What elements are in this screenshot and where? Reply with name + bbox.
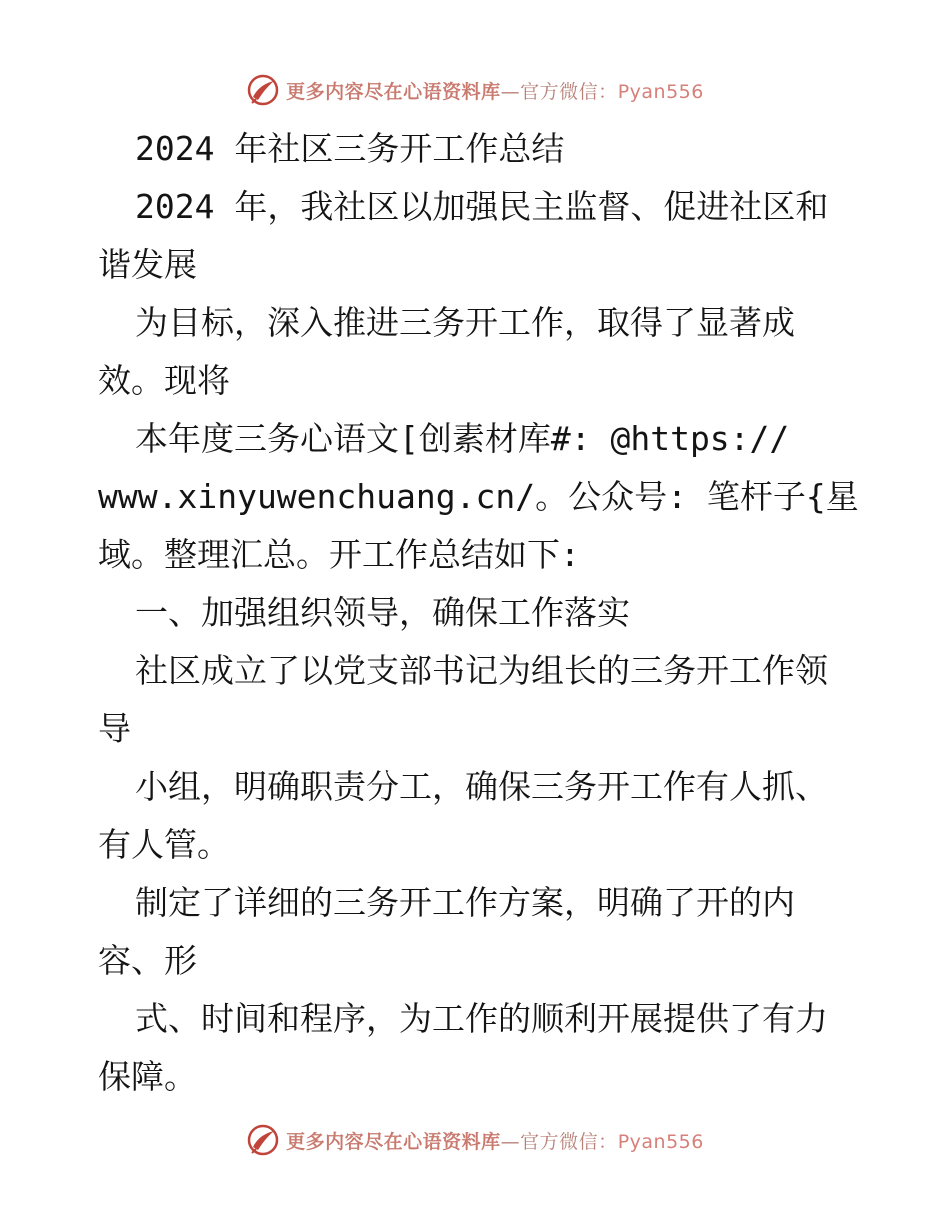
paragraph-line: 式、时间和程序，为工作的顺利开展提供了有力 <box>135 999 828 1038</box>
brush-pen-logo-icon <box>246 1123 280 1157</box>
paragraph-line: 有人管。 <box>98 825 230 864</box>
paragraph-line: 制定了详细的三务开工作方案，明确了开的内 <box>135 883 795 922</box>
document-title: 2024 年社区三务开工作总结 <box>135 129 565 168</box>
paragraph-line: 容、形 <box>98 941 197 980</box>
footer-banner <box>0 1120 950 1160</box>
paragraph-line: www.xinyuwenchuang.cn/。公众号: 笔杆子{星 <box>98 477 859 516</box>
section-heading: 一、加强组织领导，确保工作落实 <box>135 593 630 632</box>
paragraph-line: 2024 年，我社区以加强民主监督、促进社区和 <box>135 187 829 226</box>
paragraph-line: 本年度三务心语文[创素材库#: @https:// <box>135 419 790 458</box>
paragraph-line: 为目标，深入推进三务开工作，取得了显著成 <box>135 303 795 342</box>
banner-text: 更多内容尽在心语资料库—官方微信：Pyan556 <box>286 1130 704 1153</box>
banner-text: 更多内容尽在心语资料库—官方微信：Pyan556 <box>286 80 704 103</box>
paragraph-line: 导 <box>98 709 131 748</box>
paragraph-line: 小组，明确职责分工，确保三务开工作有人抓、 <box>135 767 828 806</box>
document-body <box>98 120 858 1106</box>
paragraph-line: 社区成立了以党支部书记为组长的三务开工作领 <box>135 651 828 690</box>
paragraph-line: 谐发展 <box>98 245 197 284</box>
paragraph-line: 域。整理汇总。开工作总结如下: <box>98 535 580 574</box>
paragraph-line: 保障。 <box>98 1057 197 1096</box>
header-banner <box>0 70 950 110</box>
brush-pen-logo-icon <box>246 73 280 107</box>
paragraph-line: 效。现将 <box>98 361 230 400</box>
